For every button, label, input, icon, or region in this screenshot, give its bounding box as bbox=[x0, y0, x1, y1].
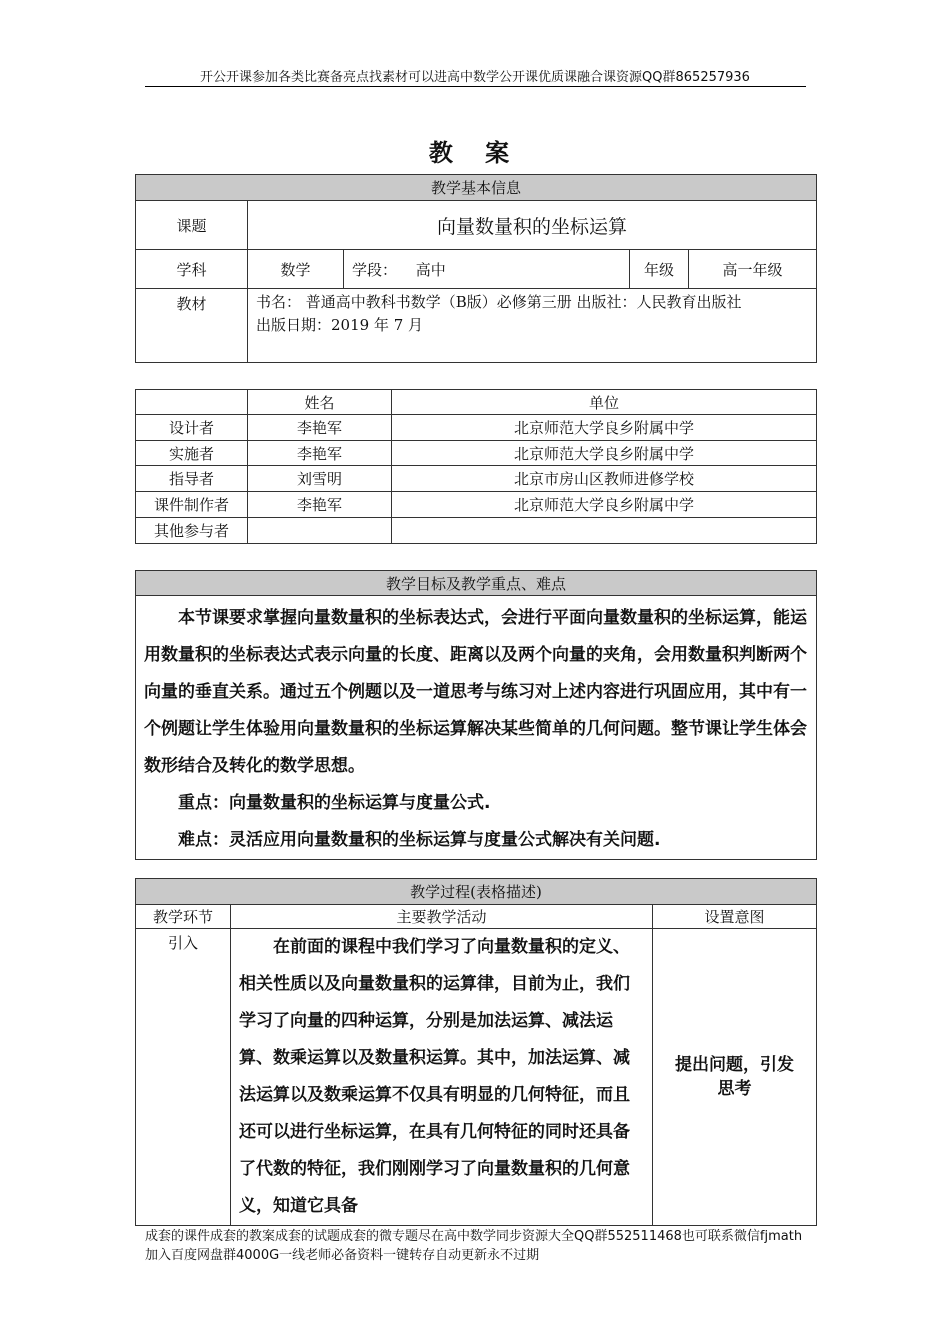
people-name: 李艳军 bbox=[248, 415, 392, 441]
page-footer: 成套的课件成套的教案成套的试题成套的微专题尽在高中数学同步资源大全QQ群552511468也可联系微信fjmath加入百度网盘群4000G一线老师必备资料一键转存自动更新永不过期 bbox=[145, 1229, 803, 1263]
people-role: 课件制作者 bbox=[136, 492, 248, 518]
page-header: 开公开课参加各类比赛备亮点找素材可以进高中数学公开课优质课融合课资源QQ群865257936 bbox=[200, 70, 750, 85]
goals-key-point: 重点：向量数量积的坐标运算与度量公式. bbox=[178, 793, 491, 813]
goals-table bbox=[135, 570, 817, 860]
process-table bbox=[135, 878, 817, 1226]
process-section-title: 教学过程(表格描述) bbox=[136, 879, 817, 905]
people-name: 李艳军 bbox=[248, 492, 392, 518]
process-col-stage: 教学环节 bbox=[136, 905, 231, 929]
people-col-name: 姓名 bbox=[248, 390, 392, 415]
topic-value: 向量数量积的坐标运算 bbox=[248, 201, 817, 250]
people-name: 刘雪明 bbox=[248, 466, 392, 492]
people-unit: 北京师范大学良乡附属中学 bbox=[392, 441, 817, 466]
stage-value: 高中 bbox=[415, 260, 446, 279]
goals-paragraph: 本节课要求掌握向量数量积的坐标表达式，会进行平面向量数量积的坐标运算，能运用数量积的坐标表达式表示向量的长度、距离以及两个向量的夹角，会用数量积判断两个向量的垂直关系。通过五个例题以及一道思考与练习对上述内容进行巩固应用，其中有一个例题让学生体验用向量数量积的坐标运算解决某些简单的几何问题。整节课让学生体会数形结合及转化的数学思想。 bbox=[144, 608, 807, 776]
people-unit bbox=[392, 518, 817, 544]
goals-content bbox=[136, 596, 817, 860]
textbook-line-2: 出版日期：2019 年 7 月 bbox=[256, 316, 424, 334]
people-unit: 北京市房山区教师进修学校 bbox=[392, 466, 817, 492]
process-col-activity: 主要教学活动 bbox=[231, 905, 653, 929]
people-role: 实施者 bbox=[136, 441, 248, 466]
people-header-blank bbox=[136, 390, 248, 415]
topic-label: 课题 bbox=[136, 201, 248, 250]
goals-section-title: 教学目标及教学重点、难点 bbox=[136, 571, 817, 596]
process-stage: 引入 bbox=[136, 929, 231, 1226]
people-role: 指导者 bbox=[136, 466, 248, 492]
grade-value: 高一年级 bbox=[689, 250, 817, 289]
people-name bbox=[248, 518, 392, 544]
textbook-line-1: 书名： 普通高中教科书数学（B版）必修第三册 出版社：人民教育出版社 bbox=[256, 293, 742, 311]
people-table bbox=[135, 389, 817, 544]
people-role: 其他参与者 bbox=[136, 518, 248, 544]
subject-label: 学科 bbox=[136, 250, 248, 289]
process-activity: 在前面的课程中我们学习了向量数量积的定义、相关性质以及向量数量积的运算律，目前为止，我们学习了向量的四种运算，分别是加法运算、减法运算、数乘运算以及数量积运算。其中，加法运算、减法运算以及数乘运算不仅具有明显的几何特征，而且还可以进行坐标运算，在具有几何特征的同时还具备了代数的特征，我们刚刚学习了向量数量积的几何意义，知道它具备 bbox=[231, 929, 653, 1226]
subject-value: 数学 bbox=[248, 250, 344, 289]
people-name: 李艳军 bbox=[248, 441, 392, 466]
process-intent: 提出问题，引发思考 bbox=[653, 929, 817, 1226]
goals-difficulty: 难点：灵活应用向量数量积的坐标运算与度量公式解决有关问题. bbox=[178, 830, 661, 850]
people-col-unit: 单位 bbox=[392, 390, 817, 415]
header-divider bbox=[145, 86, 806, 87]
textbook-info bbox=[248, 289, 817, 363]
basic-info-section-title: 教学基本信息 bbox=[136, 175, 817, 201]
people-unit: 北京师范大学良乡附属中学 bbox=[392, 492, 817, 518]
process-col-intent: 设置意图 bbox=[653, 905, 817, 929]
textbook-label: 教材 bbox=[136, 289, 248, 363]
stage-cell bbox=[344, 250, 630, 289]
people-role: 设计者 bbox=[136, 415, 248, 441]
grade-label: 年级 bbox=[630, 250, 689, 289]
document-title: 教 案 bbox=[428, 138, 522, 167]
people-unit: 北京师范大学良乡附属中学 bbox=[392, 415, 817, 441]
stage-label: 学段： bbox=[352, 260, 398, 279]
basic-info-table bbox=[135, 174, 817, 363]
